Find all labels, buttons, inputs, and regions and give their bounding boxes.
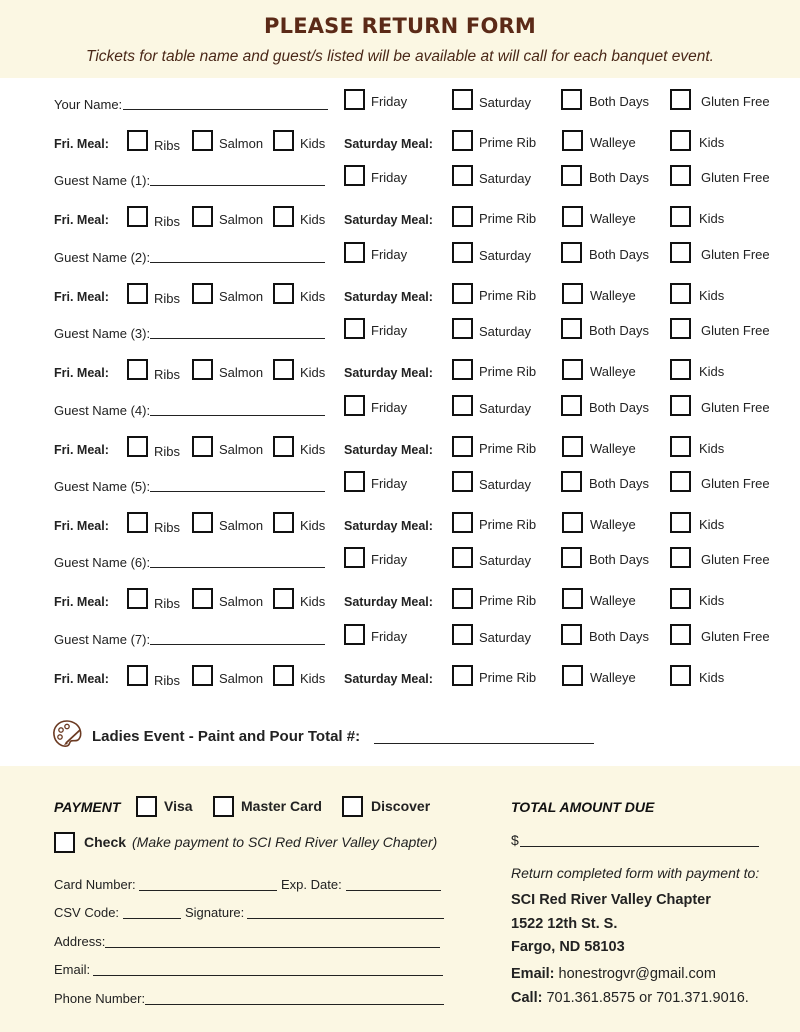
day-checkbox[interactable]: [561, 318, 582, 339]
sat-meal-label: Saturday Meal:: [344, 137, 433, 151]
sat-meal-option-label: Walleye: [590, 441, 636, 456]
sat-meal-checkbox[interactable]: [670, 206, 691, 227]
sat-meal-option-label: Prime Rib: [479, 670, 537, 685]
card-number-field[interactable]: [139, 890, 277, 891]
attendee-name-field[interactable]: [150, 185, 325, 186]
day-checkbox[interactable]: [452, 89, 473, 110]
contact-email-value[interactable]: honestrogvr@gmail.com: [558, 966, 716, 982]
phone-field[interactable]: [145, 1004, 444, 1005]
sat-meal-option-label: Walleye: [590, 670, 636, 685]
ladies-event-total-line[interactable]: [374, 743, 594, 744]
fri-meal-checkbox[interactable]: [192, 588, 213, 609]
sat-meal-option-label: Prime Rib: [479, 364, 537, 379]
fri-meal-label: Fri. Meal:: [54, 213, 109, 227]
day-option-label: Gluten Free: [701, 247, 770, 262]
fri-meal-option-label: Kids: [300, 212, 326, 227]
sat-meal-checkbox[interactable]: [452, 130, 473, 151]
attendee-name-field[interactable]: [150, 415, 325, 416]
day-checkbox[interactable]: [452, 318, 473, 339]
fri-meal-label: Fri. Meal:: [54, 443, 109, 457]
signature-field[interactable]: [247, 918, 444, 919]
sat-meal-checkbox[interactable]: [670, 436, 691, 457]
attendee-name-label: Guest Name (4):: [54, 403, 151, 418]
sat-meal-option-label: Kids: [699, 364, 725, 379]
day-checkbox[interactable]: [452, 547, 473, 568]
sat-meal-option-label: Prime Rib: [479, 211, 537, 226]
sat-meal-checkbox[interactable]: [670, 512, 691, 533]
day-checkbox[interactable]: [561, 547, 582, 568]
fri-meal-option-label: Salmon: [219, 289, 264, 304]
attendee-name-field[interactable]: [150, 338, 325, 339]
sat-meal-option-label: Kids: [699, 517, 725, 532]
csv-code-label: CSV Code:: [54, 905, 120, 920]
attendee-name-label: Guest Name (3):: [54, 326, 151, 341]
fri-meal-checkbox[interactable]: [273, 436, 294, 457]
day-option-label: Both Days: [589, 170, 649, 185]
fri-meal-option-label: Salmon: [219, 594, 264, 609]
fri-meal-checkbox[interactable]: [127, 130, 148, 151]
contact-email-label: Email:: [511, 966, 555, 982]
day-checkbox[interactable]: [561, 242, 582, 263]
fri-meal-option-label: Ribs: [154, 520, 181, 535]
sat-meal-checkbox[interactable]: [452, 206, 473, 227]
sat-meal-checkbox[interactable]: [562, 359, 583, 380]
day-checkbox[interactable]: [452, 471, 473, 492]
total-amount-field[interactable]: [520, 846, 759, 847]
return-note: Return completed form with payment to:: [511, 865, 760, 881]
day-checkbox[interactable]: [344, 165, 365, 186]
email-field[interactable]: [93, 975, 443, 976]
day-checkbox[interactable]: [670, 395, 691, 416]
sat-meal-checkbox[interactable]: [452, 283, 473, 304]
attendee-name-label: Guest Name (5):: [54, 479, 151, 494]
sat-meal-label: Saturday Meal:: [344, 290, 433, 304]
day-checkbox[interactable]: [344, 547, 365, 568]
fri-meal-label: Fri. Meal:: [54, 366, 109, 380]
day-checkbox[interactable]: [344, 242, 365, 263]
fri-meal-option-label: Ribs: [154, 214, 181, 229]
sat-meal-option-label: Walleye: [590, 364, 636, 379]
fri-meal-checkbox[interactable]: [273, 512, 294, 533]
fri-meal-checkbox[interactable]: [127, 512, 148, 533]
day-checkbox[interactable]: [344, 318, 365, 339]
day-option-label: Friday: [371, 323, 408, 338]
day-option-label: Friday: [371, 247, 408, 262]
day-option-label: Both Days: [589, 629, 649, 644]
day-option-label: Friday: [371, 94, 408, 109]
sat-meal-checkbox[interactable]: [562, 588, 583, 609]
day-checkbox[interactable]: [561, 165, 582, 186]
check-label: Check: [84, 834, 127, 850]
fri-meal-option-label: Kids: [300, 442, 326, 457]
day-checkbox[interactable]: [452, 165, 473, 186]
currency-symbol: $: [511, 832, 519, 848]
day-option-label: Saturday: [479, 324, 532, 339]
day-checkbox[interactable]: [670, 165, 691, 186]
fri-meal-checkbox[interactable]: [192, 436, 213, 457]
sat-meal-option-label: Kids: [699, 288, 725, 303]
fri-meal-option-label: Ribs: [154, 673, 181, 688]
phone-label: Phone Number:: [54, 991, 146, 1006]
sat-meal-label: Saturday Meal:: [344, 443, 433, 457]
day-option-label: Friday: [371, 170, 408, 185]
sat-meal-option-label: Kids: [699, 670, 725, 685]
fri-meal-label: Fri. Meal:: [54, 519, 109, 533]
sat-meal-checkbox[interactable]: [452, 665, 473, 686]
attendee-name-field[interactable]: [150, 567, 325, 568]
sat-meal-label: Saturday Meal:: [344, 519, 433, 533]
discover-checkbox[interactable]: [342, 796, 363, 817]
sat-meal-checkbox[interactable]: [670, 283, 691, 304]
mastercard-label: Master Card: [241, 798, 322, 814]
sat-meal-option-label: Walleye: [590, 288, 636, 303]
sat-meal-option-label: Kids: [699, 211, 725, 226]
day-option-label: Both Days: [589, 94, 649, 109]
attendee-name-label: Guest Name (1):: [54, 173, 151, 188]
day-option-label: Friday: [371, 476, 408, 491]
form-title: PLEASE RETURN FORM: [264, 14, 536, 38]
contact-call-label: Call:: [511, 990, 543, 1006]
day-option-label: Friday: [371, 552, 408, 567]
attendee-name-field[interactable]: [150, 644, 325, 645]
fri-meal-label: Fri. Meal:: [54, 672, 109, 686]
day-checkbox[interactable]: [561, 624, 582, 645]
fri-meal-checkbox[interactable]: [273, 130, 294, 151]
address-field[interactable]: [105, 947, 440, 948]
sat-meal-option-label: Prime Rib: [479, 517, 537, 532]
contact-call-value: 701.361.8575 or 701.371.9016.: [546, 990, 749, 1006]
address-label: Address:: [54, 934, 106, 949]
day-option-label: Gluten Free: [701, 400, 770, 415]
signature-label: Signature:: [185, 905, 245, 920]
fri-meal-checkbox[interactable]: [127, 588, 148, 609]
fri-meal-option-label: Kids: [300, 671, 326, 686]
fri-meal-checkbox[interactable]: [273, 283, 294, 304]
sat-meal-checkbox[interactable]: [452, 359, 473, 380]
sat-meal-checkbox[interactable]: [452, 436, 473, 457]
fri-meal-checkbox[interactable]: [192, 359, 213, 380]
fri-meal-checkbox[interactable]: [127, 206, 148, 227]
day-option-label: Both Days: [589, 400, 649, 415]
day-checkbox[interactable]: [561, 395, 582, 416]
visa-checkbox[interactable]: [136, 796, 157, 817]
fri-meal-checkbox[interactable]: [273, 665, 294, 686]
fri-meal-checkbox[interactable]: [127, 665, 148, 686]
fri-meal-checkbox[interactable]: [192, 130, 213, 151]
fri-meal-checkbox[interactable]: [127, 283, 148, 304]
day-option-label: Saturday: [479, 401, 532, 416]
sat-meal-option-label: Kids: [699, 593, 725, 608]
day-checkbox[interactable]: [344, 624, 365, 645]
org-name: SCI Red River Valley Chapter: [511, 892, 711, 908]
exp-date-label: Exp. Date:: [281, 877, 342, 892]
sat-meal-checkbox[interactable]: [562, 512, 583, 533]
day-checkbox[interactable]: [670, 242, 691, 263]
fri-meal-option-label: Kids: [300, 289, 326, 304]
csv-code-field[interactable]: [123, 918, 181, 919]
attendee-name-label: Your Name:: [54, 97, 123, 112]
contact-call: [511, 990, 749, 1006]
fri-meal-option-label: Kids: [300, 365, 326, 380]
day-checkbox[interactable]: [344, 471, 365, 492]
day-option-label: Gluten Free: [701, 323, 770, 338]
attendee-name-field[interactable]: [123, 109, 328, 110]
fri-meal-checkbox[interactable]: [192, 665, 213, 686]
sat-meal-checkbox[interactable]: [670, 665, 691, 686]
org-street: 1522 12th St. S.: [511, 916, 618, 932]
sat-meal-checkbox[interactable]: [670, 359, 691, 380]
card-number-label: Card Number:: [54, 877, 136, 892]
fri-meal-checkbox[interactable]: [273, 206, 294, 227]
discover-label: Discover: [371, 798, 431, 814]
day-option-label: Friday: [371, 629, 408, 644]
fri-meal-option-label: Kids: [300, 594, 326, 609]
fri-meal-option-label: Salmon: [219, 671, 264, 686]
ladies-event-label: Ladies Event - Paint and Pour Total #:: [92, 728, 361, 745]
visa-label: Visa: [164, 798, 193, 814]
day-checkbox[interactable]: [452, 242, 473, 263]
org-city: Fargo, ND 58103: [511, 939, 625, 955]
day-checkbox[interactable]: [670, 89, 691, 110]
sat-meal-checkbox[interactable]: [670, 130, 691, 151]
sat-meal-option-label: Kids: [699, 441, 725, 456]
day-checkbox[interactable]: [670, 318, 691, 339]
day-option-label: Both Days: [589, 552, 649, 567]
fri-meal-checkbox[interactable]: [127, 359, 148, 380]
check-checkbox[interactable]: [54, 832, 75, 853]
fri-meal-option-label: Ribs: [154, 291, 181, 306]
fri-meal-option-label: Salmon: [219, 365, 264, 380]
sat-meal-option-label: Kids: [699, 135, 725, 150]
fri-meal-checkbox[interactable]: [192, 283, 213, 304]
fri-meal-checkbox[interactable]: [192, 206, 213, 227]
fri-meal-option-label: Kids: [300, 136, 326, 151]
day-option-label: Saturday: [479, 248, 532, 263]
fri-meal-label: Fri. Meal:: [54, 290, 109, 304]
fri-meal-checkbox[interactable]: [273, 588, 294, 609]
day-checkbox[interactable]: [452, 395, 473, 416]
sat-meal-option-label: Walleye: [590, 211, 636, 226]
sat-meal-option-label: Prime Rib: [479, 593, 537, 608]
sat-meal-option-label: Prime Rib: [479, 441, 537, 456]
sat-meal-label: Saturday Meal:: [344, 366, 433, 380]
day-option-label: Saturday: [479, 477, 532, 492]
day-option-label: Saturday: [479, 553, 532, 568]
sat-meal-checkbox[interactable]: [452, 512, 473, 533]
day-option-label: Saturday: [479, 630, 532, 645]
sat-meal-checkbox[interactable]: [562, 283, 583, 304]
sat-meal-checkbox[interactable]: [562, 130, 583, 151]
fri-meal-option-label: Kids: [300, 518, 326, 533]
day-checkbox[interactable]: [344, 395, 365, 416]
day-option-label: Gluten Free: [701, 629, 770, 644]
day-option-label: Gluten Free: [701, 170, 770, 185]
form-subtitle: Tickets for table name and guest/s listed will be available at will call for each banquet event.: [86, 48, 714, 65]
sat-meal-option-label: Walleye: [590, 517, 636, 532]
attendee-name-field[interactable]: [150, 491, 325, 492]
fri-meal-option-label: Salmon: [219, 442, 264, 457]
fri-meal-option-label: Salmon: [219, 136, 264, 151]
day-option-label: Saturday: [479, 95, 532, 110]
day-option-label: Saturday: [479, 171, 532, 186]
sat-meal-label: Saturday Meal:: [344, 213, 433, 227]
fri-meal-option-label: Ribs: [154, 367, 181, 382]
day-option-label: Friday: [371, 400, 408, 415]
fri-meal-label: Fri. Meal:: [54, 137, 109, 151]
contact-email: [511, 966, 716, 982]
attendee-name-label: Guest Name (2):: [54, 250, 151, 265]
fri-meal-checkbox[interactable]: [273, 359, 294, 380]
email-label: Email:: [54, 962, 91, 977]
day-option-label: Gluten Free: [701, 476, 770, 491]
sat-meal-checkbox[interactable]: [452, 588, 473, 609]
sat-meal-option-label: Walleye: [590, 593, 636, 608]
sat-meal-checkbox[interactable]: [562, 436, 583, 457]
fri-meal-label: Fri. Meal:: [54, 595, 109, 609]
sat-meal-checkbox[interactable]: [562, 665, 583, 686]
attendee-name-label: Guest Name (7):: [54, 632, 151, 647]
day-option-label: Both Days: [589, 323, 649, 338]
fri-meal-checkbox[interactable]: [127, 436, 148, 457]
fri-meal-option-label: Salmon: [219, 212, 264, 227]
total-heading: TOTAL AMOUNT DUE: [511, 799, 655, 815]
fri-meal-option-label: Ribs: [154, 138, 181, 153]
sat-meal-option-label: Walleye: [590, 135, 636, 150]
day-checkbox[interactable]: [670, 547, 691, 568]
fri-meal-option-label: Ribs: [154, 596, 181, 611]
day-checkbox[interactable]: [670, 624, 691, 645]
paint-palette-icon: [52, 719, 84, 749]
day-checkbox[interactable]: [344, 89, 365, 110]
header-band: [0, 0, 800, 78]
fri-meal-option-label: Ribs: [154, 444, 181, 459]
sat-meal-checkbox[interactable]: [670, 588, 691, 609]
day-option-label: Gluten Free: [701, 552, 770, 567]
mastercard-checkbox[interactable]: [213, 796, 234, 817]
sat-meal-label: Saturday Meal:: [344, 595, 433, 609]
sat-meal-option-label: Prime Rib: [479, 288, 537, 303]
attendee-name-label: Guest Name (6):: [54, 555, 151, 570]
check-note: (Make payment to SCI Red River Valley Chapter): [132, 834, 438, 850]
payment-heading: PAYMENT: [54, 799, 121, 815]
day-checkbox[interactable]: [670, 471, 691, 492]
fri-meal-option-label: Salmon: [219, 518, 264, 533]
day-option-label: Both Days: [589, 476, 649, 491]
day-option-label: Both Days: [589, 247, 649, 262]
sat-meal-label: Saturday Meal:: [344, 672, 433, 686]
day-checkbox[interactable]: [561, 471, 582, 492]
exp-date-field[interactable]: [346, 890, 441, 891]
day-checkbox[interactable]: [561, 89, 582, 110]
sat-meal-checkbox[interactable]: [562, 206, 583, 227]
attendee-name-field[interactable]: [150, 262, 325, 263]
day-option-label: Gluten Free: [701, 94, 770, 109]
sat-meal-option-label: Prime Rib: [479, 135, 537, 150]
day-checkbox[interactable]: [452, 624, 473, 645]
fri-meal-checkbox[interactable]: [192, 512, 213, 533]
